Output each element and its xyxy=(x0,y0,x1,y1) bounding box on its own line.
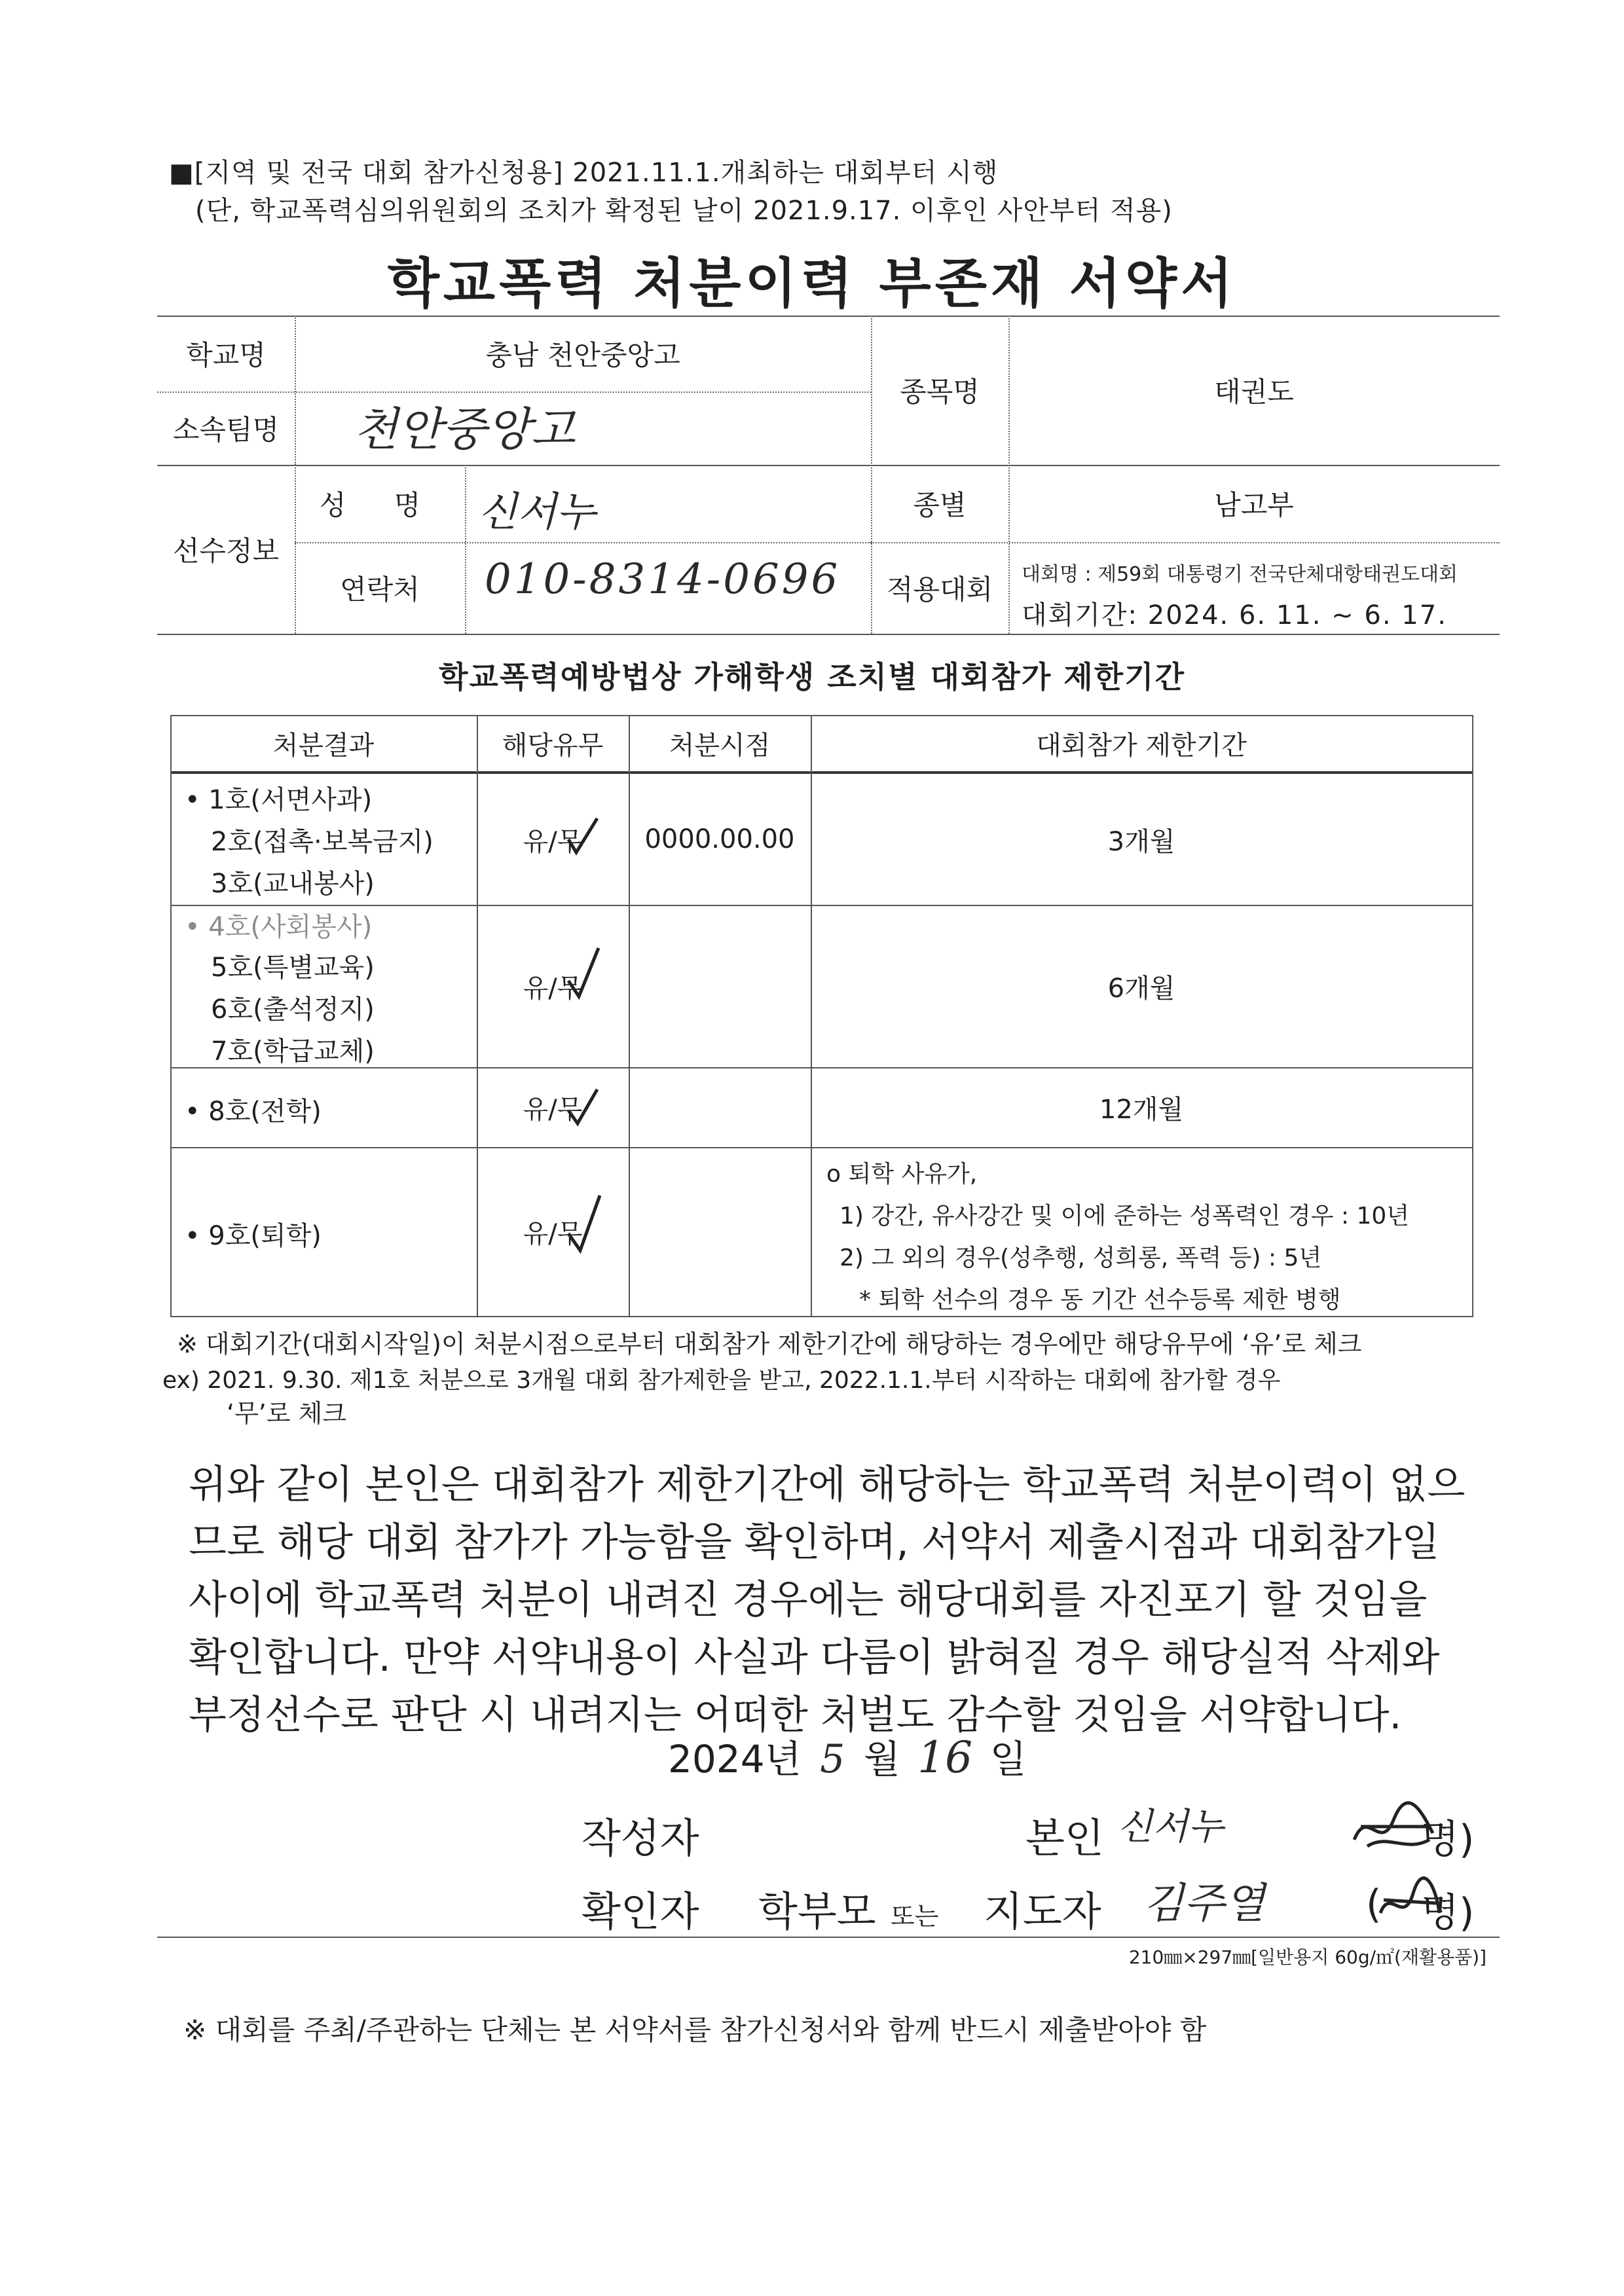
col-header-date: 처분시점 xyxy=(669,730,771,761)
date-day-handwritten: 16 xyxy=(917,1732,973,1783)
team-value-handwritten: 천안중앙고 xyxy=(354,403,576,456)
sanction-item: • 1호(서면사과) xyxy=(185,785,373,815)
parent-label: 학부모 xyxy=(758,1887,876,1935)
sanction-item: 6호(출석정지) xyxy=(211,994,375,1025)
check-text: 유/무 xyxy=(523,1218,583,1249)
school-label: 학교명 xyxy=(186,339,266,371)
date-month-handwritten: 5 xyxy=(820,1736,845,1782)
bottom-divider xyxy=(157,1937,1500,1938)
date-month-label: 월 xyxy=(863,1737,900,1781)
seal-1-suffix: 명) xyxy=(1421,1817,1475,1863)
writer-label: 작성자 xyxy=(581,1814,699,1862)
category-value: 남고부 xyxy=(1214,489,1294,521)
restriction-period: 6개월 xyxy=(1107,973,1175,1004)
pledge-paragraph xyxy=(189,1456,1485,1744)
checkmark-icon xyxy=(568,818,597,852)
seal-2-open: ( xyxy=(1366,1882,1382,1927)
note-3: ‘무’로 체크 xyxy=(227,1399,347,1428)
sanction-item: 3호(교내봉사) xyxy=(211,869,375,899)
signature-scribble-2 xyxy=(1374,1874,1446,1933)
sanction-item: • 9호(퇴학) xyxy=(185,1221,322,1251)
header-line-1-text: [지역 및 전국 대회 참가신청용] 2021.11.1.개최하는 대회부터 시행 xyxy=(194,158,999,188)
self-name-handwritten: 신서누 xyxy=(1117,1806,1224,1848)
pledge-line: 위와 같이 본인은 대회참가 제한기간에 해당하는 학교폭력 처분이력이 없으 xyxy=(189,1462,1466,1508)
restriction-period: 12개월 xyxy=(1099,1094,1184,1125)
contact-value-handwritten: 010-8314-0696 xyxy=(485,555,841,604)
school-value: 충남 천안중앙고 xyxy=(485,339,680,371)
restriction-period: 3개월 xyxy=(1107,826,1175,857)
name-value-handwritten: 신서누 xyxy=(478,488,596,536)
col-header-result: 처분결과 xyxy=(272,730,375,761)
period-line: * 퇴학 선수의 경우 동 기간 선수등록 제한 병행 xyxy=(859,1286,1341,1313)
sanction-item: • 4호(사회봉사) xyxy=(185,912,373,942)
or-label: 또는 xyxy=(891,1902,939,1931)
sanction-item: • 8호(전학) xyxy=(185,1097,322,1127)
note-2: ex) 2021. 9.30. 제1호 처분으로 3개월 대회 참가제한을 받고, 2022.1.1.부터 시작하는 대회에 참가할 경우 xyxy=(162,1367,1281,1394)
section-title: 학교폭력예방법상 가해학생 조치별 대회참가 제한기간 xyxy=(438,659,1186,695)
header-line-2: (단, 학교폭력심의위원회의 조치가 확정된 날이 2021.9.17. 이후인 사안부터 적용) xyxy=(195,196,1173,226)
category-label: 종별 xyxy=(913,489,967,521)
team-label: 소속팀명 xyxy=(172,414,280,446)
seal-2-suffix: 명) xyxy=(1421,1890,1475,1936)
check-text: 유/무 xyxy=(523,973,583,1004)
sanction-item: 2호(접촉·보복금지) xyxy=(211,827,434,857)
confirm-label: 확인자 xyxy=(581,1887,699,1935)
date-year: 2024년 xyxy=(668,1737,802,1781)
footer-note: ※ 대회를 주최/주관하는 단체는 본 서약서를 참가신청서와 함께 반드시 제출받아야 함 xyxy=(183,2014,1207,2046)
date-day-label: 일 xyxy=(989,1737,1027,1781)
period-line: o 퇴학 사유가, xyxy=(826,1161,978,1188)
self-label: 본인 xyxy=(1025,1814,1104,1862)
check-text: 유/무 xyxy=(523,1094,583,1125)
page-title: 학교폭력 처분이력 부존재 서약서 xyxy=(387,253,1237,315)
col-header-applicable: 해당유무 xyxy=(502,730,604,761)
event-name: 대회명 : 제59회 대통령기 전국단체대항태권도대회 xyxy=(1022,563,1458,586)
event-period: 대회기간: 2024. 6. 11. ~ 6. 17. xyxy=(1022,600,1447,630)
sport-label: 종목명 xyxy=(900,376,980,408)
pledge-line: 므로 해당 대회 참가가 가능함을 확인하며, 서약서 제출시점과 대회참가일 xyxy=(189,1520,1440,1565)
sanction-date: 0000.00.00 xyxy=(644,824,795,854)
checkmark-icon xyxy=(568,948,599,996)
sanction-item: 7호(학급교체) xyxy=(211,1036,375,1066)
player-info-label: 선수정보 xyxy=(172,535,280,567)
pledge-line: 확인합니다. 만약 서약내용이 사실과 다름이 밝혀질 경우 해당실적 삭제와 xyxy=(189,1635,1440,1681)
checkmark-icon xyxy=(568,1089,597,1123)
checkmark-icon xyxy=(568,1195,600,1250)
sport-value: 태권도 xyxy=(1214,376,1294,408)
contact-label: 연락처 xyxy=(340,574,420,606)
col-header-period: 대회참가 제한기간 xyxy=(1036,730,1247,761)
name-label: 성 명 xyxy=(319,489,441,521)
signed-date xyxy=(668,1728,1027,1783)
coach-name-handwritten: 김주열 xyxy=(1143,1880,1265,1928)
coach-label: 지도자 xyxy=(984,1887,1101,1935)
paper-spec: 210㎜×297㎜[일반용지 60g/㎡(재활용품)] xyxy=(1128,1946,1486,1968)
period-line: 2) 그 외의 경우(성추행, 성희롱, 폭력 등) : 5년 xyxy=(840,1245,1322,1271)
pledge-line: 부정선수로 판단 시 내려지는 어떠한 처벌도 감수할 것임을 서약합니다. xyxy=(189,1692,1402,1738)
sanction-item: 5호(특별교육) xyxy=(211,953,375,983)
event-label: 적용대회 xyxy=(886,574,993,606)
square-bullet-icon: ■ xyxy=(169,158,194,188)
note-1: ※ 대회기간(대회시작일)이 처분시점으로부터 대회참가 제한기간에 해당하는 경우에만 해당유무에 ‘유’로 체크 xyxy=(177,1330,1362,1358)
signature-scribble-1 xyxy=(1348,1794,1439,1859)
check-text: 유/무 xyxy=(523,826,583,857)
period-line: 1) 강간, 유사강간 및 이에 준하는 성폭력인 경우 : 10년 xyxy=(840,1203,1410,1230)
pledge-line: 사이에 학교폭력 처분이 내려진 경우에는 해당대회를 자진포기 할 것임을 xyxy=(189,1577,1428,1623)
